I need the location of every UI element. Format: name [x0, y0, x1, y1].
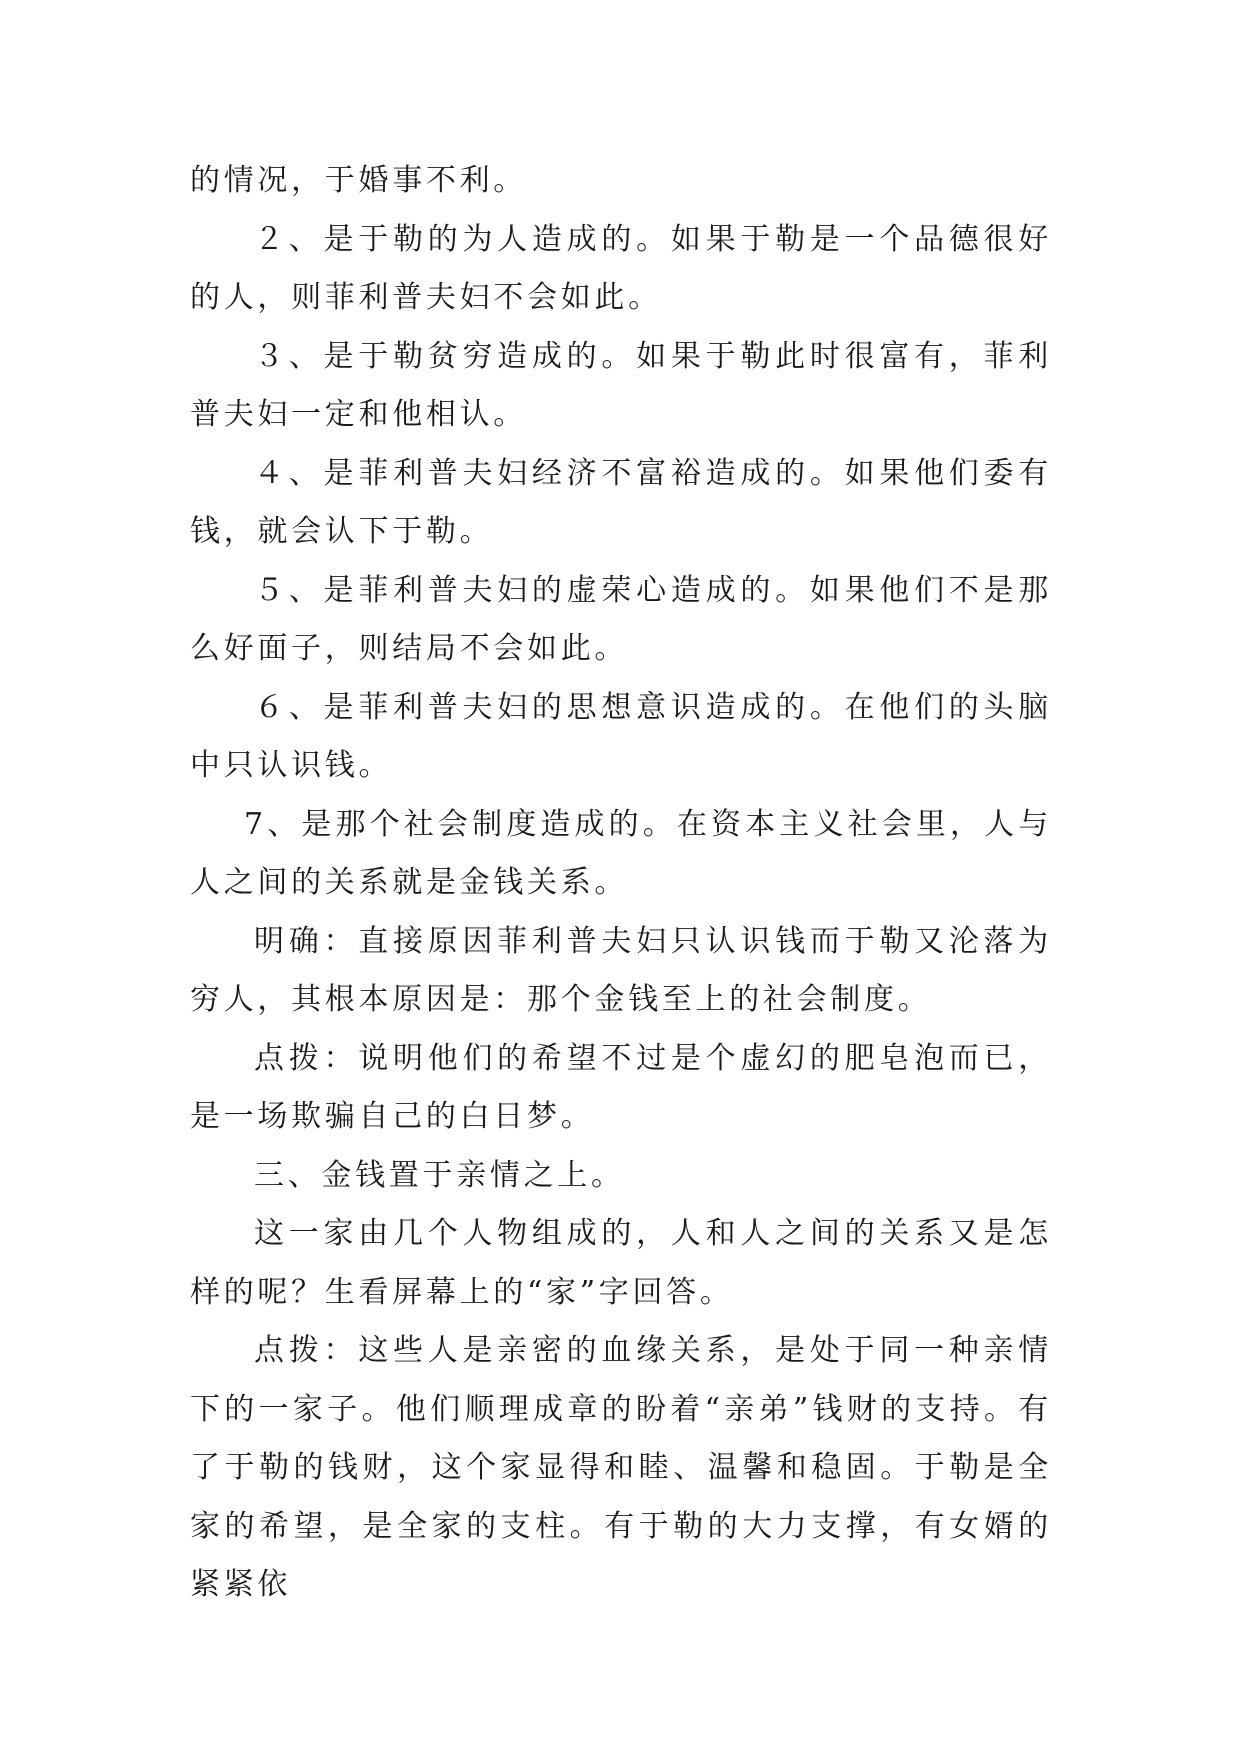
paragraph-continuation: 的情况，于婚事不利。 — [190, 163, 527, 198]
body-text — [190, 152, 1052, 1615]
paragraph-clarification: 明确：直接原因菲利普夫妇只认识钱而于勒又沦落为穷人，其根本原因是：那个金钱至上的社会制度。 — [190, 923, 1052, 1017]
paragraph-reason-2: ２、是于勒的为人造成的。如果于勒是一个品德很好的人，则菲利普夫妇不会如此。 — [190, 221, 1052, 315]
paragraph-reason-3: ３、是于勒贫穷造成的。如果于勒此时很富有，菲利普夫妇一定和他相认。 — [190, 338, 1052, 432]
paragraph-reason-6: ６、是菲利普夫妇的思想意识造成的。在他们的头脑中只认识钱。 — [190, 689, 1052, 783]
paragraph-reason-7: 7、是那个社会制度造成的。在资本主义社会里，人与人之间的关系就是金钱关系。 — [190, 806, 1052, 900]
paragraph-reason-5: ５、是菲利普夫妇的虚荣心造成的。如果他们不是那么好面子，则结局不会如此。 — [190, 572, 1052, 666]
paragraph-hint-2: 点拨：这些人是亲密的血缘关系，是处于同一种亲情下的一家子。他们顺理成章的盼着“亲弟”钱财的支持。有了于勒的钱财，这个家显得和睦、温馨和稳固。于勒是全家的希望，是全家的支柱。有于勒的大力支撑，有女婿的紧紧依 — [190, 1333, 1052, 1602]
paragraph-reason-4: ４、是菲利普夫妇经济不富裕造成的。如果他们委有钱，就会认下于勒。 — [190, 455, 1052, 549]
section-heading-3: 三、金钱置于亲情之上。 — [254, 1157, 625, 1193]
paragraph-hint-1: 点拨：说明他们的希望不过是个虚幻的肥皂泡而已，是一场欺骗自己的白日梦。 — [190, 1040, 1052, 1134]
paragraph-question: 这一家由几个人物组成的，人和人之间的关系又是怎样的呢？生看屏幕上的“家”字回答。 — [190, 1216, 1052, 1310]
